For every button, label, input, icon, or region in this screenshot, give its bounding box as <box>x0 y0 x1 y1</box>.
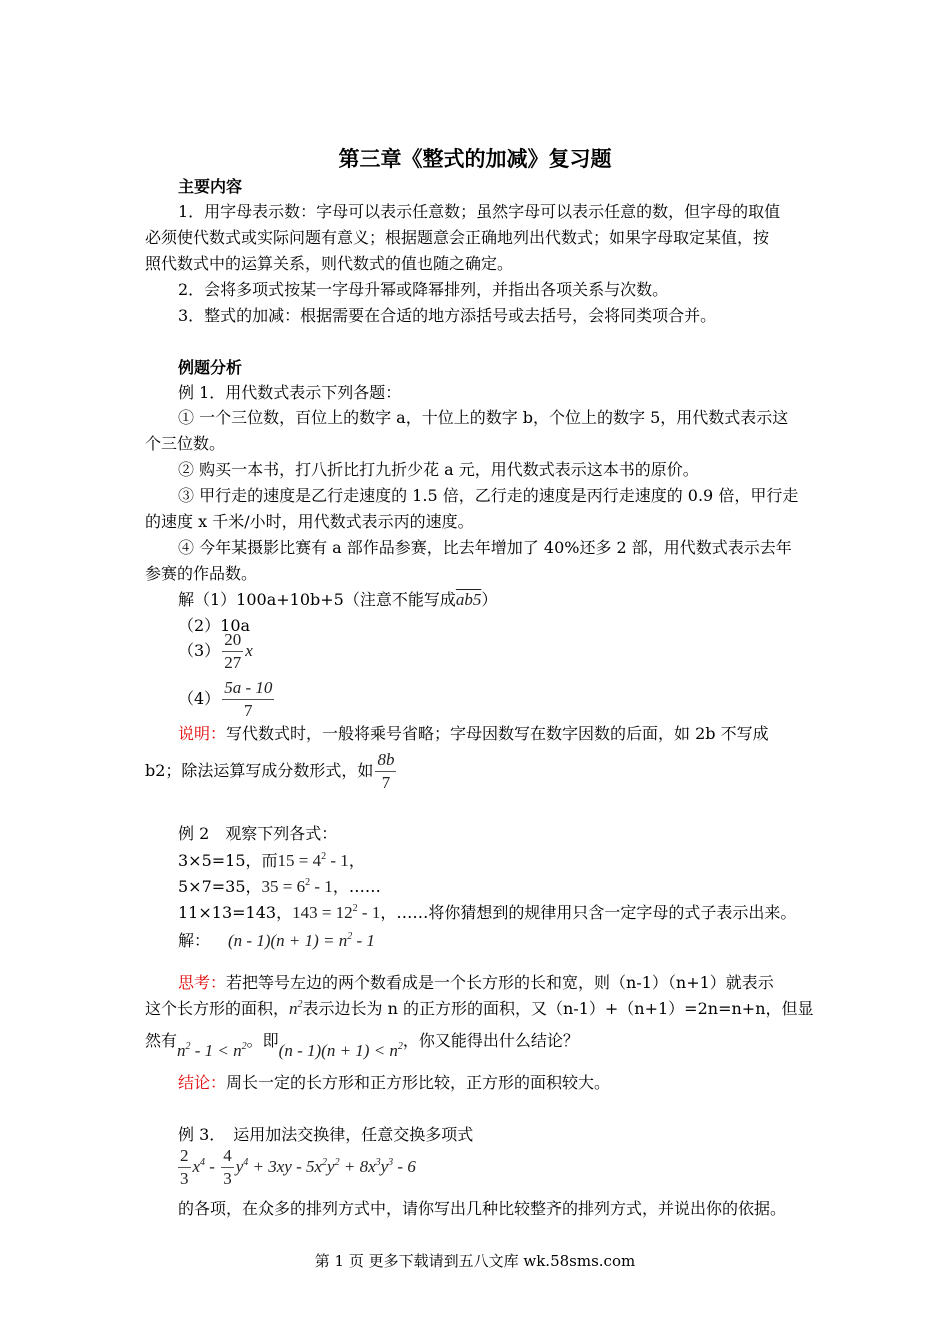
solution-3-fraction <box>222 629 243 674</box>
math-exponent: 4 <box>243 1157 249 1168</box>
solution-3-label: （3） <box>178 641 221 660</box>
math-exponent: 2 <box>352 903 358 914</box>
fraction-numerator: 4 <box>223 1146 232 1165</box>
page-footer: 第 1 页 更多下载请到五八文库 wk.58sms.com <box>314 1252 636 1270</box>
math-exponent: 3 <box>375 1157 381 1168</box>
example-1-solution-1 <box>178 589 497 611</box>
page-title: 第三章《整式的加减》复习题 <box>338 146 612 171</box>
paragraph-3: 3．整式的加减：根据需要在合适的地方添括号或去括号，会将同类项合并。 <box>178 306 717 325</box>
math-tail: - 1 < n <box>190 1041 242 1060</box>
solution-1-text: 解（1）100a+10b+5（注意不能写成 <box>178 590 456 609</box>
row-2-math <box>262 877 333 896</box>
example-3-tail: 的各项，在众多的排列方式中，请你写出几种比较整齐的排列方式，并说出你的依据。 <box>178 1199 787 1218</box>
conclusion-label: 结论： <box>178 1073 227 1092</box>
math-tail: - 1 <box>352 931 375 950</box>
fraction-denominator: 3 <box>180 1169 189 1188</box>
fraction-numerator: 5a - 10 <box>224 678 273 697</box>
solution-3-variable: x <box>245 641 253 660</box>
row-3-text: 11×13=143， <box>178 903 293 922</box>
think-math-inequality-2 <box>279 1041 403 1060</box>
row-1-math <box>278 851 349 870</box>
fraction-denominator: 27 <box>224 653 242 672</box>
solution-4-label: （4） <box>178 689 221 708</box>
example-3-polynomial <box>176 1144 416 1190</box>
math-base: n <box>289 999 298 1018</box>
paragraph-1-line-2: 必须使代数式或实际问题有意义；根据题意会正确地列出代数式；如果字母取定某值，按 <box>145 228 770 247</box>
row-3-end: ，……将你猜想到的规律用只含一定字母的式子表示出来。 <box>380 903 797 922</box>
think-math-n-squared <box>289 999 303 1018</box>
example-1-question-3-line-1: ③ 甲行走的速度是乙行走速度的 1.5 倍，乙行走的速度是丙行走速度的 0.9 倍，甲行走 <box>178 486 799 505</box>
poly-fraction-2 <box>221 1145 234 1190</box>
math-base: (n - 1)(n + 1) = n <box>228 931 348 950</box>
example-2-intro: 例 2 观察下列各式： <box>178 824 338 843</box>
example-2-row-3 <box>178 902 796 924</box>
note-text: 写代数式时，一般将乘号省略；字母因数写在数字因数的后面，如 2b 不写成 <box>226 724 769 743</box>
paragraph-1-line-1: 1．用字母表示数：字母可以表示任意数；虽然字母可以表示任意的数，但字母的取值 <box>178 202 781 221</box>
math-exponent: 2 <box>305 877 311 888</box>
think-math-inequality-1 <box>177 1041 247 1060</box>
fraction-denominator: 3 <box>223 1169 232 1188</box>
example-1-question-1-line-2: 个三位数。 <box>145 434 226 453</box>
conclusion-text: 周长一定的长方形和正方形比较，正方形的面积较大。 <box>226 1073 611 1092</box>
section-heading-examples: 例题分析 <box>178 358 243 377</box>
think-line-1 <box>178 972 774 994</box>
row-3-math <box>292 903 380 922</box>
math-base: n <box>177 1041 186 1060</box>
math-exponent: 4 <box>200 1157 206 1168</box>
note-label: 说明： <box>178 724 227 743</box>
poly-rest <box>248 1157 416 1176</box>
conclusion-line <box>178 1072 610 1094</box>
think-label: 思考： <box>178 973 227 992</box>
paragraph-1-line-3: 照代数式中的运算关系，则代数式的值也随之确定。 <box>145 254 514 273</box>
math-exponent: 3 <box>388 1157 394 1168</box>
poly-term-2 <box>236 1157 249 1176</box>
example-1-question-3-line-2: 的速度 x 千米/小时，用代数式表示丙的速度。 <box>145 512 474 531</box>
solution-4-fraction <box>222 677 274 722</box>
poly-fraction-1 <box>178 1145 191 1190</box>
think-text-1: 若把等号左边的两个数看成是一个长方形的长和宽，则（n-1）（n+1）就表示 <box>226 973 774 992</box>
think-line-2 <box>145 998 814 1020</box>
math-base: 143 = 12 <box>292 903 353 922</box>
math-base: 15 = 4 <box>277 851 322 870</box>
math-tail: - 1 <box>310 877 333 896</box>
math-part: + 8x <box>339 1157 376 1176</box>
solution-label: 解： <box>178 931 211 950</box>
math-exponent: 2 <box>347 931 353 942</box>
fraction-denominator: 7 <box>375 771 396 794</box>
example-2-solution <box>178 930 375 952</box>
example-1-solution-2: （2）10a <box>178 616 251 635</box>
math-exponent: 2 <box>397 1041 403 1052</box>
math-tail: - 1 <box>326 851 349 870</box>
math-tail: - 1 <box>357 903 381 922</box>
solution-1-overlined-number: ab5 <box>455 590 482 609</box>
think-text-3c: ，你又能得出什么结论？ <box>402 1031 579 1050</box>
fraction-numerator: 2 <box>180 1146 189 1165</box>
note-text-2: b2；除法运算写成分数形式，如 <box>145 761 374 780</box>
math-exponent: 2 <box>321 851 327 862</box>
row-1-end: ， <box>348 851 365 870</box>
example-1-question-1-line-1: ① 一个三位数，百位上的数字 a，十位上的数字 b，个位上的数字 5，用代数式表示这 <box>178 408 789 427</box>
poly-operator: - <box>205 1157 220 1176</box>
think-text-2b: 表示边长为 n 的正方形的面积，又（n-1）+（n+1）=2n=n+n，但显 <box>302 999 814 1018</box>
math-part: y <box>380 1157 389 1176</box>
example-1-question-4-line-2: 参赛的作品数。 <box>145 564 258 583</box>
math-exponent: 2 <box>334 1157 340 1168</box>
example-1-question-2: ② 购买一本书，打八折比打九折少花 a 元，用代数式表示这本书的原价。 <box>178 460 699 479</box>
row-2-end: ，…… <box>332 877 381 896</box>
example-1-note-line-1 <box>178 723 769 745</box>
example-2-row-2 <box>178 876 381 898</box>
paragraph-2: 2．会将多项式按某一字母升幂或降幂排列，并指出各项关系与次数。 <box>178 280 669 299</box>
math-exponent: 2 <box>322 1157 328 1168</box>
think-text-3b: 。即 <box>246 1031 279 1050</box>
fraction-numerator: 20 <box>224 630 242 649</box>
math-base: x <box>192 1157 201 1176</box>
think-text-3a: 然有 <box>145 1031 178 1050</box>
math-base: (n - 1)(n + 1) < n <box>278 1041 398 1060</box>
example-1-question-4-line-1: ④ 今年某摄影比赛有 a 部作品参赛，比去年增加了 40%还多 2 部，用代数式表示去年 <box>178 538 792 557</box>
section-heading-main-content: 主要内容 <box>178 177 243 196</box>
math-exponent: 2 <box>297 999 303 1010</box>
think-text-2a: 这个长方形的面积， <box>145 999 290 1018</box>
math-part: + 3xy - 5x <box>248 1157 323 1176</box>
example-1-solution-4 <box>178 676 276 722</box>
fraction-denominator: 7 <box>222 699 274 722</box>
math-part: - 6 <box>393 1157 416 1176</box>
math-base: y <box>235 1157 244 1176</box>
math-part: y <box>327 1157 335 1176</box>
solution-1-close: ） <box>481 590 498 609</box>
example-1-solution-3 <box>178 628 253 674</box>
math-base: 35 = 6 <box>261 877 306 896</box>
row-2-text: 5×7=35， <box>178 877 262 896</box>
think-line-3 <box>145 1030 579 1062</box>
note-fraction <box>375 749 396 794</box>
math-exponent: 2 <box>241 1041 247 1052</box>
solution-math <box>228 931 375 950</box>
example-3-intro: 例 3． 运用加法交换律，任意交换多项式 <box>178 1125 474 1144</box>
example-2-row-1 <box>178 850 365 872</box>
example-1-note-line-2 <box>145 748 398 794</box>
row-1-text: 3×5=15，而 <box>178 851 278 870</box>
poly-term-1 <box>193 1157 206 1176</box>
example-1-intro: 例 1．用代数式表示下列各题： <box>178 383 402 402</box>
fraction-numerator: 8b <box>377 750 395 769</box>
math-exponent: 2 <box>185 1041 191 1052</box>
